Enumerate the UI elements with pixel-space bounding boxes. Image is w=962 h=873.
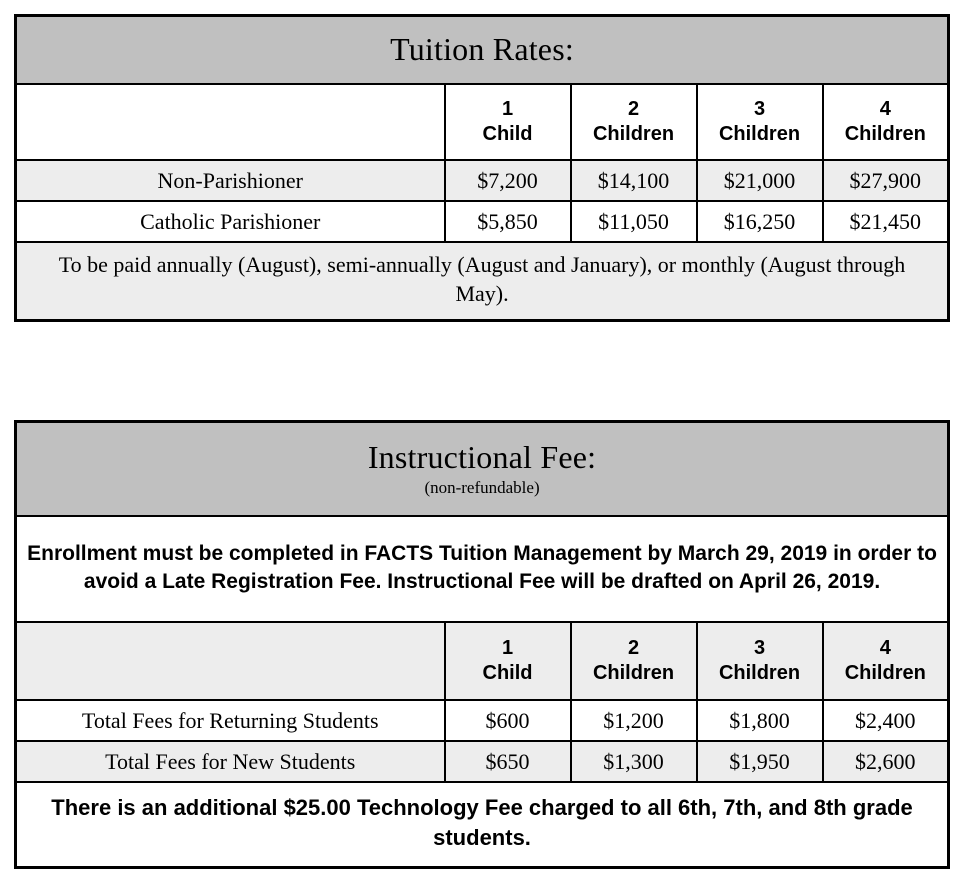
instructional-header-4-children xyxy=(823,622,949,700)
instructional-header-4-children-number: 4 xyxy=(879,637,891,659)
tuition-header-spacer-cell xyxy=(16,84,445,160)
tuition-header-3-children xyxy=(697,84,823,160)
enrollment-deadline-notice: Enrollment must be completed in FACTS Tuition Management by March 29, 2019 in order to avoid a Late Registration Fee. Instructional Fee will be drafted on April 26, 2019. xyxy=(27,541,937,593)
instructional-title-row xyxy=(16,422,949,517)
instructional-header-2-children-number: 2 xyxy=(627,637,640,659)
table-row xyxy=(16,160,949,201)
tuition-row-1-value-2: $16,250 xyxy=(697,201,823,242)
instructional-row-0-value-1: $1,200 xyxy=(571,700,697,741)
instructional-row-0-value-0: $600 xyxy=(445,700,571,741)
instructional-header-3-children-number: 3 xyxy=(753,637,766,659)
instructional-header-3-children xyxy=(697,622,823,700)
instructional-footer-row xyxy=(16,782,949,868)
tuition-header-1-child-number: 1 xyxy=(501,98,514,120)
tuition-header-2-children xyxy=(571,84,697,160)
instructional-row-0-value-3: $2,400 xyxy=(823,700,949,741)
instructional-title-cell xyxy=(16,422,949,517)
tuition-column-header-row xyxy=(16,84,949,160)
instructional-subtitle: (non-refundable) xyxy=(424,478,540,498)
tuition-title-cell xyxy=(16,16,949,85)
tuition-row-0-value-1: $14,100 xyxy=(571,160,697,201)
instructional-notice-row xyxy=(16,516,949,622)
tuition-header-4-children xyxy=(823,84,949,160)
tuition-row-0-value-2: $21,000 xyxy=(697,160,823,201)
instructional-row-1-label: Total Fees for New Students xyxy=(16,741,445,782)
instructional-row-1-value-3: $2,600 xyxy=(823,741,949,782)
tuition-footer-cell xyxy=(16,242,949,321)
tuition-row-1-label: Catholic Parishioner xyxy=(16,201,445,242)
table-row xyxy=(16,700,949,741)
instructional-row-1-value-0: $650 xyxy=(445,741,571,782)
instructional-row-0-value-2: $1,800 xyxy=(697,700,823,741)
instructional-column-header-row xyxy=(16,622,949,700)
tuition-title-row xyxy=(16,16,949,85)
instructional-header-spacer-cell xyxy=(16,622,445,700)
instructional-header-2-children xyxy=(571,622,697,700)
tuition-row-1-value-1: $11,050 xyxy=(571,201,697,242)
tuition-header-4-children-number: 4 xyxy=(879,98,891,120)
tuition-rates-table xyxy=(14,14,950,322)
tuition-footer-row xyxy=(16,242,949,321)
instructional-row-1-value-2: $1,950 xyxy=(697,741,823,782)
tuition-row-0-value-3: $27,900 xyxy=(823,160,949,201)
table-row xyxy=(16,201,949,242)
instructional-header-1-child-word: Child xyxy=(482,662,533,684)
tuition-row-0-label: Non-Parishioner xyxy=(16,160,445,201)
instructional-title: Instructional Fee: xyxy=(367,439,597,476)
technology-fee-note: There is an additional $25.00 Technology Fee charged to all 6th, 7th, and 8th grade students. xyxy=(51,795,913,850)
tuition-payment-note: To be paid annually (August), semi-annually (August and January), or monthly (August through May). xyxy=(58,252,906,306)
tuition-row-0-value-0: $7,200 xyxy=(445,160,571,201)
tuition-title: Tuition Rates: xyxy=(390,31,574,67)
tuition-row-1-value-0: $5,850 xyxy=(445,201,571,242)
instructional-footer-cell xyxy=(16,782,949,868)
table-row xyxy=(16,741,949,782)
instructional-row-0-label: Total Fees for Returning Students xyxy=(16,700,445,741)
tuition-header-1-child-word: Child xyxy=(482,123,533,145)
tuition-header-3-children-number: 3 xyxy=(753,98,766,120)
tuition-row-1-value-3: $21,450 xyxy=(823,201,949,242)
tuition-header-2-children-number: 2 xyxy=(627,98,640,120)
instructional-header-4-children-word: Children xyxy=(844,662,926,684)
tuition-header-4-children-word: Children xyxy=(844,123,926,145)
tuition-header-2-children-word: Children xyxy=(592,123,675,145)
instructional-header-2-children-word: Children xyxy=(592,662,675,684)
tuition-header-3-children-word: Children xyxy=(718,123,801,145)
instructional-notice-cell xyxy=(16,516,949,622)
instructional-fee-table xyxy=(14,420,950,869)
instructional-header-1-child xyxy=(445,622,571,700)
instructional-header-1-child-number: 1 xyxy=(501,637,514,659)
tuition-header-1-child xyxy=(445,84,571,160)
instructional-row-1-value-1: $1,300 xyxy=(571,741,697,782)
instructional-header-3-children-word: Children xyxy=(718,662,801,684)
